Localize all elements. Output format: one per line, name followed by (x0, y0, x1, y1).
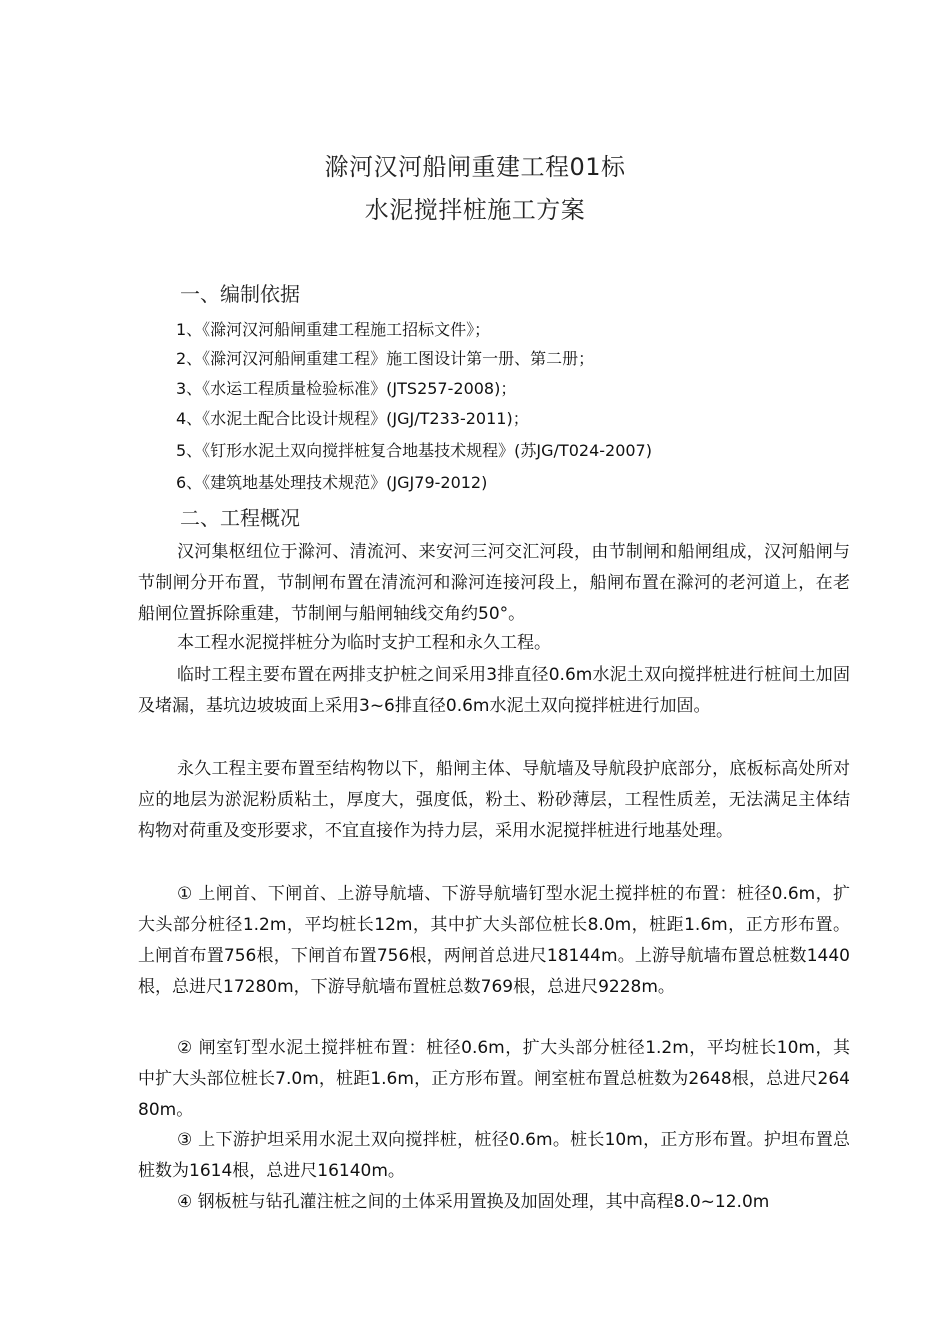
body-paragraph: ③ 上下游护坦采用水泥土双向搅拌桩，桩径0.6m。桩长10m，正方形布置。护坦布置总桩数为1614根，总进尺16140m。 (138, 1130, 850, 1181)
body-paragraph: 永久工程主要布置至结构物以下，船闸主体、导航墙及导航段护底部分，底板标高处所对应的地层为淤泥粉质粘土，厚度大，强度低，粉土、粉砂薄层，工程性质差，无法满足主体结构物对荷重及变形要求，不宜直接作为持力层，采用水泥搅拌桩进行地基处理。 (138, 759, 850, 841)
reference-item: 6、《建筑地基处理技术规范》(JGJ79-2012) (176, 473, 488, 492)
body-paragraph: 临时工程主要布置在两排支护桩之间采用3排直径0.6m水泥土双向搅拌桩进行桩间土加固及堵漏，基坑边坡坡面上采用3~6排直径0.6m水泥土双向搅拌桩进行加固。 (138, 665, 850, 716)
document-subtitle: 水泥搅拌桩施工方案 (364, 196, 586, 224)
document-title: 滁河汉河船闸重建工程01标 (324, 153, 626, 181)
body-paragraph: ④ 钢板桩与钻孔灌注桩之间的土体采用置换及加固处理，其中高程8.0~12.0m (177, 1192, 770, 1212)
section-heading-overview: 二、工程概况 (180, 506, 300, 530)
body-paragraph: ① 上闸首、下闸首、上游导航墙、下游导航墙钉型水泥土搅拌桩的布置：桩径0.6m，扩大头部分桩径1.2m，平均桩长12m，其中扩大头部位桩长8.0m，桩距1.6m，正方形布置。上闸首布置756根，下闸首布置756根，两闸首总进尺18144m。上游导航墙布置总桩数1440根，总进尺17280m，下游导航墙布置桩总数769根，总进尺9228m。 (138, 884, 850, 997)
body-paragraph: 汉河集枢纽位于滁河、清流河、来安河三河交汇河段，由节制闸和船闸组成，汉河船闸与节制闸分开布置，节制闸布置在清流河和滁河连接河段上，船闸布置在滁河的老河道上，在老船闸位置拆除重建，节制闸与船闸轴线交角约50°。 (138, 542, 850, 624)
body-paragraph: 本工程水泥搅拌桩分为临时支护工程和永久工程。 (177, 633, 551, 653)
reference-item: 5、《钉形水泥土双向搅拌桩复合地基技术规程》(苏JG/T024-2007) (176, 441, 652, 460)
body-paragraph: ② 闸室钉型水泥土搅拌桩布置：桩径0.6m，扩大头部分桩径1.2m，平均桩长10m，其中扩大头部位桩长7.0m，桩距1.6m，正方形布置。闸室桩布置总桩数为2648根，总进尺26480m。 (138, 1038, 850, 1120)
section-heading-basis: 一、编制依据 (180, 282, 300, 306)
reference-item: 3、《水运工程质量检验标准》(JTS257-2008)； (176, 379, 517, 398)
reference-item: 2、《滁河汉河船闸重建工程》施工图设计第一册、第二册； (176, 349, 595, 368)
reference-item: 1、《滁河汉河船闸重建工程施工招标文件》； (176, 320, 491, 339)
reference-item: 4、《水泥土配合比设计规程》(JGJ/T233-2011)； (176, 409, 529, 428)
